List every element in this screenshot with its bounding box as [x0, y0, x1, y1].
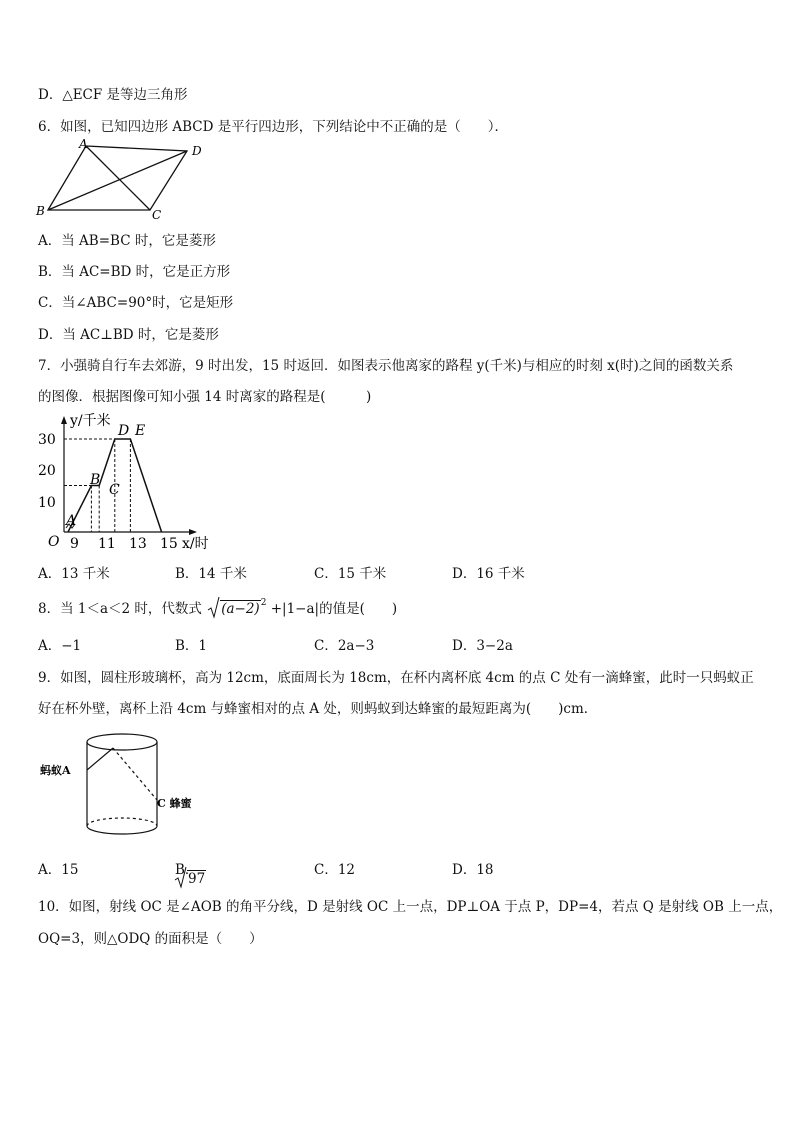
q8-option-d: D．3−2a — [452, 638, 513, 654]
q6-label-a: A — [79, 137, 88, 151]
q7-point-d: D — [118, 423, 130, 439]
q5-option-d: D．△ECF 是等边三角形 — [38, 87, 188, 103]
q6-label-c: C — [152, 208, 162, 222]
q7-x-tick-9: 9 — [70, 536, 79, 552]
q10-stem-line2: OQ=3，则△ODQ 的面积是（ ） — [38, 931, 263, 947]
q6-label-d: D — [192, 144, 202, 158]
q6-stem: 6．如图，已知四边形 ABCD 是平行四边形，下列结论中不正确的是（ ）． — [38, 119, 508, 135]
q6-label-b: B — [36, 204, 45, 218]
q7-point-e: E — [135, 423, 146, 439]
q8-option-c: C．2a−3 — [314, 638, 375, 654]
q7-y-tick-20: 20 — [38, 463, 56, 479]
q8-radicand: (a−2) — [221, 601, 260, 617]
q8-radical-sign — [208, 597, 220, 619]
q7-stem-line2: 的图像．根据图像可知小强 14 时离家的路程是( ) — [38, 389, 372, 405]
q8-stem — [38, 597, 397, 617]
q6-option-d: D．当 AC⊥BD 时，它是菱形 — [38, 327, 219, 343]
q7-origin-label: O — [48, 534, 60, 550]
q8-options — [38, 634, 598, 654]
q9-option-d: D．18 — [452, 862, 494, 878]
q9-cylinder-figure — [36, 728, 216, 840]
q8-stem-pre: 8．当 1＜a＜2 时，代数式 — [38, 601, 202, 617]
q7-x-tick-13: 13 — [129, 536, 147, 552]
q9-radical-sign — [175, 867, 187, 889]
q6-option-c: C．当∠ABC=90°时，它是矩形 — [38, 295, 234, 311]
q10-stem-line1: 10．如图，射线 OC 是∠AOB 的角平分线，D 是射线 OC 上一点，DP⊥OA 于点 P，DP=4，若点 Q 是射线 OB 上一点， — [38, 899, 783, 915]
q7-distance-time-graph — [28, 410, 228, 555]
q7-y-axis-label: y/千米 — [70, 413, 111, 429]
q9-option-b — [175, 858, 206, 887]
q6-option-a: A．当 AB=BC 时，它是菱形 — [38, 233, 216, 249]
q7-option-d: D．16 千米 — [452, 566, 525, 582]
q9-inner-path — [113, 748, 157, 800]
q9-ant-label: 蚂蚁A — [40, 764, 71, 777]
q9-option-b-radicand: 97 — [188, 871, 206, 887]
q9-option-c: C．12 — [314, 862, 356, 878]
q9-stem-line1: 9．如图，圆柱形玻璃杯，高为 12cm，底面周长为 18cm，在杯内离杯底 4cm 的点 C 处有一滴蜂蜜，此时一只蚂蚁正 — [38, 670, 754, 686]
q9-cylinder-top — [87, 734, 157, 750]
q9-stem-line2: 好在杯外壁，离杯上沿 4cm 与蜂蜜相对的点 A 处，则蚂蚁到达蜂蜜的最短距离为( )cm． — [38, 701, 598, 717]
q7-x-tick-15: 15 — [160, 536, 178, 552]
q9-honey-label: C 蜂蜜 — [157, 797, 192, 810]
q7-y-tick-30: 30 — [38, 432, 56, 448]
q9-cylinder-bottom-back — [87, 818, 157, 826]
q7-option-b: B．14 千米 — [175, 566, 247, 582]
q7-point-c: C — [109, 482, 120, 498]
q7-stem-line1: 7．小强骑自行车去郊游，9 时出发，15 时返回．如图表示他离家的路程 y(千米)与相应的时刻 x(时)之间的函数关系 — [38, 358, 734, 374]
q7-y-arrow — [61, 416, 67, 424]
q6-parallelogram-figure — [30, 137, 220, 223]
q9-options — [38, 858, 598, 887]
q8-stem-post: +|1−a|的值是( ) — [270, 601, 398, 617]
q8-option-a: A．−1 — [38, 638, 82, 654]
q8-radical — [208, 597, 267, 618]
q7-point-a: A — [66, 513, 77, 529]
q7-x-tick-11: 11 — [98, 536, 116, 552]
q7-x-arrow — [189, 529, 197, 535]
q7-point-b: B — [90, 472, 101, 488]
q9-option-a: A．15 — [38, 862, 79, 878]
q9-cylinder-bottom-front — [87, 826, 157, 834]
q9-ant-path — [87, 748, 113, 770]
q7-option-c: C．15 千米 — [314, 566, 387, 582]
q7-options — [38, 562, 598, 582]
q9-option-b-label: B． — [175, 862, 199, 878]
q8-option-b: B．1 — [175, 638, 208, 654]
q8-exponent: 2 — [260, 597, 267, 608]
q7-option-a: A．13 千米 — [38, 566, 110, 582]
q7-x-axis-label: x/时 — [182, 536, 209, 552]
q7-y-tick-10: 10 — [38, 495, 56, 511]
q6-option-b: B．当 AC=BD 时，它是正方形 — [38, 264, 231, 280]
